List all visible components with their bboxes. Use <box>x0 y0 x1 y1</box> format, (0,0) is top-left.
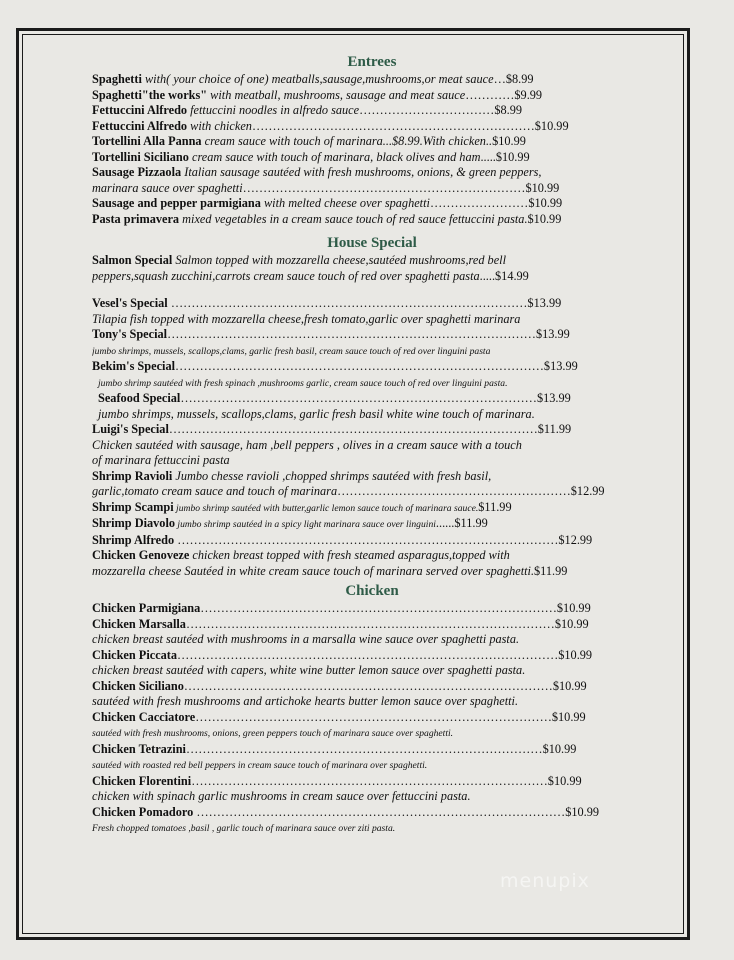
menu-line <box>92 710 622 726</box>
menu-line <box>92 533 622 549</box>
menu-line <box>92 88 622 104</box>
item-leader-dots: …………………… <box>429 196 529 210</box>
menu-line <box>92 103 622 119</box>
item-description: with chicken <box>187 118 252 133</box>
item-name: Chicken Cacciatore <box>92 709 196 724</box>
item-name: Spaghetti"the works" <box>92 87 208 102</box>
item-name: Sausage and pepper parmigiana <box>92 196 261 210</box>
item-description: cream sauce with touch of marinara, black olives and ham <box>188 149 481 164</box>
menu-line <box>92 343 622 360</box>
item-price: $11.99 <box>454 516 488 530</box>
menu-line <box>92 327 622 343</box>
item-leader-dots: ………………………………………………… <box>337 484 571 498</box>
item-price: $10.99 <box>552 678 587 693</box>
item-price: $10.99 <box>556 601 591 615</box>
menu-line <box>92 742 622 758</box>
item-price: $10.99 <box>495 149 530 164</box>
menu-line <box>92 253 622 269</box>
item-description: Italian sausage sautéed with fresh mushrooms, onions, & green peppers, <box>181 165 542 179</box>
item-leader-dots: …………………………………………………………………………… <box>170 296 528 310</box>
menu-line <box>92 269 622 285</box>
item-price: $10.99 <box>558 647 593 662</box>
item-name: Shrimp Scampi <box>92 499 174 514</box>
item-description: jumbo shrimp sautéed with fresh spinach ,mushrooms garlic, cream sauce touch of red over linguini pasta. <box>98 377 508 389</box>
item-leader-dots: …………………………………………………………………………… <box>185 741 543 756</box>
item-name: Fettuccini Alfredo <box>92 103 188 117</box>
item-price: $10.99 <box>565 804 600 819</box>
item-name: Seafood Special <box>98 391 181 405</box>
item-price: $10.99 <box>551 709 586 724</box>
menu-line <box>92 391 622 407</box>
item-leader-dots: …………………………………………………………… <box>251 118 535 133</box>
menu-line <box>92 134 622 150</box>
item-description: peppers,squash zucchini,carrots cream sauce touch of red over spaghetti pasta <box>92 268 480 283</box>
item-name: Chicken Pomadoro <box>92 804 194 819</box>
menu-line <box>92 296 622 312</box>
menu-line <box>92 774 622 790</box>
item-description: jumbo shrimp sautéed with butter,garlic lemon sauce touch of marinara sauce. <box>173 502 479 514</box>
menu-line <box>92 757 622 774</box>
item-name: Sausage Pizzaola <box>92 165 182 179</box>
item-description: chicken breast topped with fresh steamed asparagus,topped with <box>189 548 510 562</box>
item-price: $9.99 <box>514 87 543 102</box>
item-description: with( your choice of one) meatballs,sausage,mushrooms,or meat sauce <box>141 72 494 86</box>
item-name: Tortellini Alla Panna <box>92 134 202 148</box>
menu-content <box>92 52 622 837</box>
menu-line <box>92 165 622 181</box>
item-name: Chicken Piccata <box>92 647 178 662</box>
item-price: $8.99 <box>494 103 523 117</box>
menu-line <box>92 469 622 485</box>
item-name: Pasta primavera <box>92 211 180 226</box>
item-description: Fresh chopped tomatoes ,basil , garlic touch of marinara sauce over ziti pasta. <box>92 823 396 834</box>
item-price: $13.99 <box>543 359 578 373</box>
item-description: sautéed with roasted red bell peppers in cream sauce touch of marinara over spaghetti. <box>92 760 428 771</box>
item-leader-dots: ……………………………………………………………………………… <box>175 359 544 373</box>
item-description: jumbo shrimps, mussels, scallops,clams, garlic fresh basil white wine touch of marinara. <box>98 406 535 421</box>
item-leader-dots: ..... <box>479 268 496 283</box>
item-price: $13.99 <box>527 296 562 310</box>
item-description: jumbo shrimps, mussels, scallops,clams, garlic fresh basil, cream sauce touch of red over linguini pasta <box>92 345 491 357</box>
menu-line <box>92 820 622 837</box>
menu-line <box>92 789 622 805</box>
watermark-logo <box>500 870 590 892</box>
menu-line <box>92 312 622 328</box>
item-price: $10.99 <box>527 211 562 226</box>
menu-line <box>92 516 622 533</box>
item-leader-dots: ..... <box>480 149 496 164</box>
menu-line <box>92 422 622 438</box>
chicken-list <box>92 601 622 837</box>
item-name: Luigi's Special <box>92 422 169 436</box>
item-price: $11.99 <box>534 563 568 578</box>
item-description: Salmon topped with mozzarella cheese,sautéed mushrooms,red bell <box>172 253 506 267</box>
watermark-text: menupix <box>500 870 590 892</box>
item-description: Jumbo chesse ravioli ,chopped shrimps sautéed with fresh basil, <box>172 468 492 483</box>
item-leader-dots: ……………………………………………………………………………… <box>167 327 536 341</box>
item-leader-dots: …………………………………………………………………………… <box>191 773 548 788</box>
menu-line <box>92 438 622 454</box>
item-leader-dots: …………………………………………………………… <box>242 180 526 195</box>
item-description: cream sauce with touch of marinara...$8.99.With chicken.. <box>201 134 493 148</box>
item-leader-dots: …………………………………………………………………………… <box>195 709 552 724</box>
menu-line <box>92 679 622 695</box>
item-name: Chicken Tetrazini <box>92 741 186 756</box>
section-title-chicken: Chicken <box>345 583 399 599</box>
item-description: with meatball, mushrooms, sausage and meat sauce <box>207 87 466 102</box>
item-leader-dots: ……………………………………………………………………………… <box>185 616 555 631</box>
item-price: $11.99 <box>537 422 572 436</box>
item-leader-dots: ...... <box>435 516 455 530</box>
item-description: chicken breast sautéed with mushrooms in a marsalla wine sauce over spaghetti pasta. <box>92 632 520 646</box>
item-price: $10.99 <box>534 118 569 133</box>
item-name: Tortellini Siciliano <box>92 149 189 164</box>
section-title-entrees: Entrees <box>347 54 397 70</box>
item-description: marinara sauce over spaghetti <box>92 180 243 195</box>
item-description: Tilapia fish topped with mozzarella cheese,fresh tomato,garlic over spaghetti marinara <box>92 311 521 326</box>
menu-line <box>92 564 622 580</box>
menu-line <box>92 805 622 821</box>
menu-line <box>92 500 622 517</box>
item-price: $10.99 <box>525 180 560 195</box>
item-description: Chicken sautéed with sausage, ham ,bell peppers , olives in a cream sauce with a touch <box>92 437 522 452</box>
item-name: Chicken Parmigiana <box>92 601 201 615</box>
item-price: $10.99 <box>547 773 582 788</box>
item-description: sautéed with fresh mushrooms and artichoke hearts butter lemon sauce over spaghetti. <box>92 694 519 708</box>
menu-line <box>92 359 622 375</box>
item-leader-dots: ………………………………………………………………………………… <box>177 532 559 547</box>
item-description: mozzarella cheese Sautéed in white cream sauce touch of marinara served over spaghetti. <box>92 563 535 578</box>
house-special-list <box>92 253 622 579</box>
item-leader-dots: ………………………………………………………………………………… <box>177 647 559 662</box>
menu-line <box>92 150 622 166</box>
section-title-house-special: House Special <box>327 235 417 251</box>
item-leader-dots: … <box>493 72 506 86</box>
entrees-list <box>92 72 622 227</box>
menu-line <box>92 119 622 135</box>
menu-line <box>92 725 622 742</box>
item-price: $14.99 <box>495 268 529 283</box>
item-leader-dots: ………… <box>465 87 515 102</box>
item-name: Shrimp Diavolo <box>92 516 176 530</box>
menu-line <box>92 375 622 392</box>
item-description: mixed vegetables in a cream sauce touch of red sauce fettuccini pasta. <box>179 211 528 226</box>
item-description: fettuccini noodles in alfredo sauce <box>187 103 360 117</box>
menu-line <box>92 601 622 617</box>
menu-line <box>92 548 622 564</box>
menu-line <box>92 181 622 197</box>
menu-line <box>92 632 622 648</box>
menu-line <box>92 648 622 664</box>
item-description: of marinara fettuccini pasta <box>92 453 230 467</box>
item-name: Chicken Genoveze <box>92 548 190 562</box>
item-description: chicken with spinach garlic mushrooms in cream sauce over fettuccini pasta. <box>92 789 471 803</box>
item-price: $10.99 <box>542 741 577 756</box>
item-name: Salmon Special <box>92 253 173 267</box>
item-name: Bekim's Special <box>92 359 176 373</box>
menu-line <box>92 617 622 633</box>
item-description: chicken breast sautéed with capers, white wine butter lemon sauce over spaghetti pasta. <box>92 663 526 677</box>
item-description: jumbo shrimp sautéed in a spicy light marinara sauce over linguini <box>175 519 436 530</box>
item-price: $10.99 <box>528 196 563 210</box>
item-description: garlic,tomato cream sauce and touch of marinara <box>92 484 338 498</box>
menu-line <box>92 196 622 212</box>
item-price: $8.99 <box>505 72 534 86</box>
item-leader-dots: …………………………… <box>359 103 495 117</box>
menu-spacer <box>92 284 622 296</box>
menu-line <box>92 212 622 228</box>
menu-line <box>92 694 622 710</box>
item-name: Chicken Florentini <box>92 773 192 788</box>
item-price: $13.99 <box>535 327 570 341</box>
item-description: with melted cheese over spaghetti <box>260 196 430 210</box>
item-price: $13.99 <box>536 391 571 405</box>
item-price: $12.99 <box>570 484 605 498</box>
item-name: Fettuccini Alfredo <box>92 118 188 133</box>
item-leader-dots: ……………………………………………………………………………… <box>183 678 553 693</box>
item-leader-dots: …………………………………………………………………………… <box>200 601 557 615</box>
item-description: sautéed with fresh mushrooms, onions, green peppers touch of marinara sauce over spaghetti. <box>92 728 454 739</box>
item-leader-dots: …………………………………………………………………………… <box>180 391 537 405</box>
item-leader-dots: ……………………………………………………………………………… <box>196 804 566 819</box>
menu-line <box>92 407 622 423</box>
item-name: Tony's Special <box>92 327 168 341</box>
item-price: $11.99 <box>478 499 512 514</box>
item-name: Vesel's Special <box>92 296 168 310</box>
menu-line <box>92 72 622 88</box>
menu-line <box>92 453 622 469</box>
item-price: $10.99 <box>492 134 526 148</box>
menu-line <box>92 484 622 500</box>
item-leader-dots: ……………………………………………………………………………… <box>168 422 538 436</box>
item-name: Shrimp Ravioli <box>92 468 173 483</box>
item-name: Chicken Siciliano <box>92 678 184 693</box>
item-name: Spaghetti <box>92 72 142 86</box>
item-price: $12.99 <box>558 532 593 547</box>
item-name: Chicken Marsalla <box>92 616 186 631</box>
item-name: Shrimp Alfredo <box>92 532 175 547</box>
item-price: $10.99 <box>554 616 589 631</box>
menu-line <box>92 663 622 679</box>
